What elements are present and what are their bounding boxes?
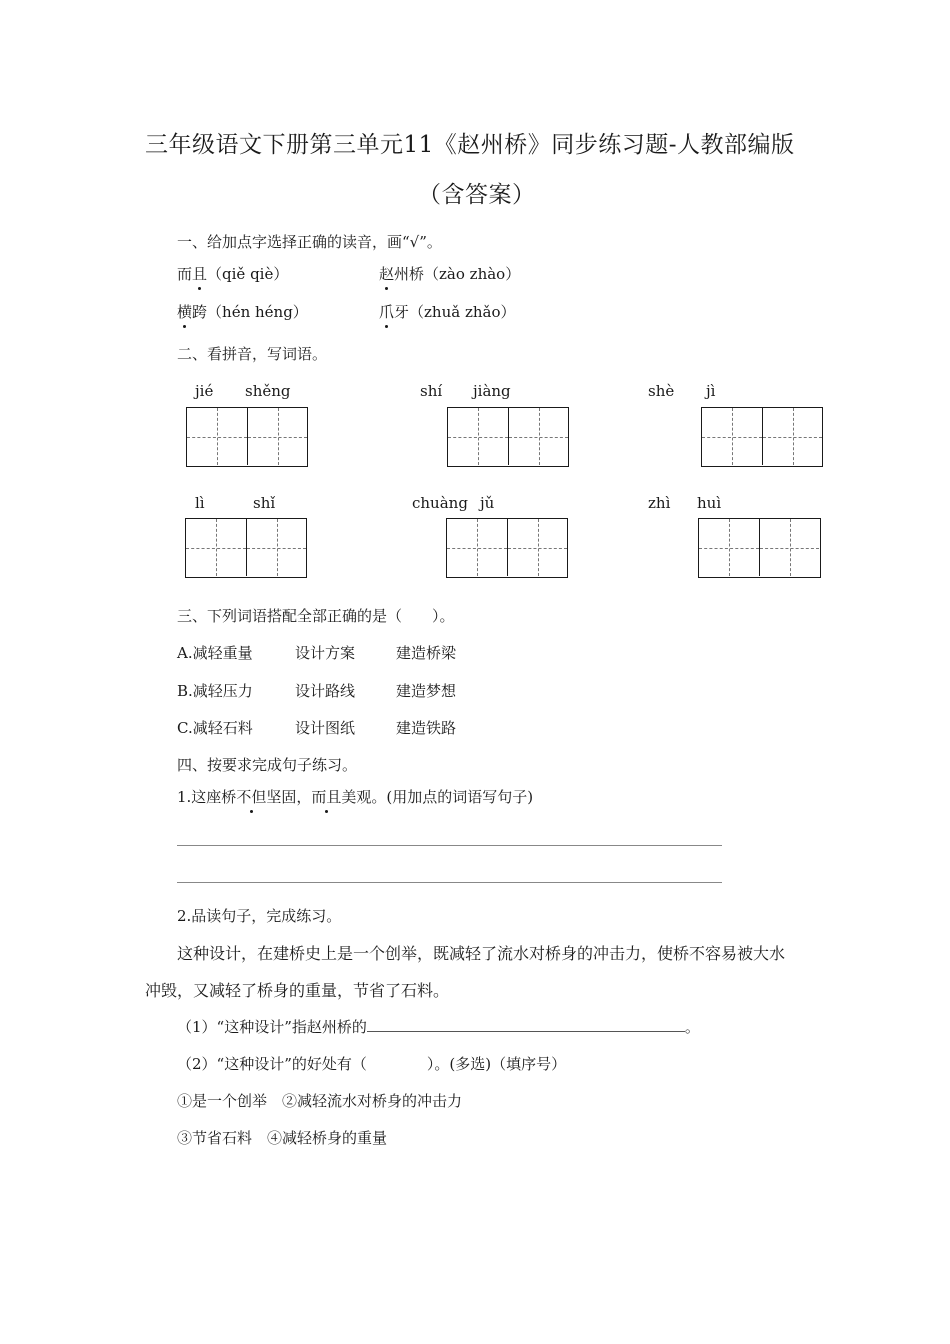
q1-item-1: 而且（qiě qiè） bbox=[177, 265, 289, 283]
dotted-char: 爪 bbox=[379, 303, 395, 321]
sub-question-1: （1）“这种设计”指赵州桥的 。 bbox=[177, 1018, 700, 1036]
fill-blank[interactable] bbox=[367, 1017, 685, 1032]
choice-line-1: ①是一个创举 ②减轻流水对桥身的冲击力 bbox=[177, 1092, 463, 1110]
q3-option-b-b: 设计路线 bbox=[295, 682, 356, 700]
writing-grid-1[interactable] bbox=[186, 407, 308, 467]
answer-line-1[interactable] bbox=[177, 845, 722, 846]
writing-grid-6[interactable] bbox=[698, 518, 821, 578]
q3-option-a-b: 设计方案 bbox=[295, 644, 356, 662]
dotted-char: 且 bbox=[192, 265, 208, 283]
page-title-line2: （含答案） bbox=[418, 182, 536, 208]
q3-option-c[interactable]: C.减轻石料 bbox=[177, 719, 253, 737]
q3-option-a[interactable]: A.减轻重量 bbox=[177, 644, 253, 662]
q1-item-4: 爪牙（zhuǎ zhǎo） bbox=[379, 303, 516, 321]
q1-heading: 一、给加点字选择正确的读音，画“√”。 bbox=[177, 233, 442, 251]
dotted-char: 横 bbox=[177, 303, 193, 321]
writing-grid-2[interactable] bbox=[447, 407, 569, 467]
q4-heading: 四、按要求完成句子练习。 bbox=[177, 756, 358, 774]
q3-option-b[interactable]: B.减轻压力 bbox=[177, 682, 253, 700]
q3-option-c-c: 建造铁路 bbox=[396, 719, 457, 737]
q1-item-3: 横跨（hén héng） bbox=[177, 303, 308, 321]
q3-heading: 三、下列词语搭配全部正确的是（ ）。 bbox=[177, 607, 455, 625]
q4-s2-heading: 2.品读句子，完成练习。 bbox=[177, 907, 342, 925]
page-title-line1: 三年级语文下册第三单元11《赵州桥》同步练习题-人教部编版 bbox=[145, 132, 795, 158]
q3-option-a-c: 建造桥梁 bbox=[396, 644, 457, 662]
dotted-char: 赵 bbox=[379, 265, 395, 283]
writing-grid-5[interactable] bbox=[446, 518, 568, 578]
writing-grid-4[interactable] bbox=[185, 518, 307, 578]
answer-line-2[interactable] bbox=[177, 882, 722, 883]
sub-question-2: （2）“这种设计”的好处有（ ）。(多选)（填序号） bbox=[177, 1055, 567, 1073]
q2-heading: 二、看拼音，写词语。 bbox=[177, 345, 328, 363]
passage-line-1: 这种设计，在建桥史上是一个创举，既减轻了流水对桥身的冲击力，使桥不容易被大水 bbox=[177, 944, 786, 963]
passage-line-2: 冲毁，又减轻了桥身的重量，节省了石料。 bbox=[145, 981, 450, 1000]
q3-option-b-c: 建造梦想 bbox=[396, 682, 457, 700]
q4-sentence-1: 1.这座桥不但坚固，而且美观。(用加点的词语写句子) bbox=[177, 788, 534, 806]
choice-line-2: ③节省石料 ④减轻桥身的重量 bbox=[177, 1129, 388, 1147]
q1-item-2: 赵州桥（zào zhào） bbox=[379, 265, 521, 283]
writing-grid-3[interactable] bbox=[701, 407, 823, 467]
q3-option-c-b: 设计图纸 bbox=[295, 719, 356, 737]
